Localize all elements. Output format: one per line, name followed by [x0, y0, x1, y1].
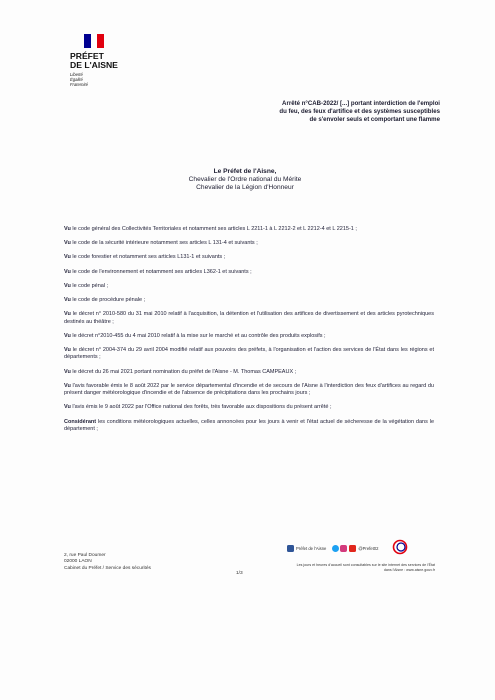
- arrete-title-line2: du feu, des feux d'artifice et des systèmes susceptibles: [279, 108, 440, 116]
- state-emblem-icon: [392, 539, 408, 555]
- paragraph-text: le code de procédure pénale ;: [70, 297, 146, 304]
- paragraph-text: le décret n°2010-455 du 4 mai 2010 relatif à la mise sur le marché et au contrôle des produits explosifs ;: [70, 332, 326, 339]
- paragraph-text: le code pénal ;: [70, 282, 109, 289]
- body-paragraph: [64, 283, 434, 290]
- paragraph-lead: Vu: [64, 347, 71, 354]
- facebook-icon[interactable]: [287, 545, 294, 552]
- logo-title: [70, 52, 118, 70]
- twitter-handle[interactable]: @Prefet02: [358, 546, 379, 551]
- paragraph-text: le décret n° 2010-580 du 31 mai 2010 relatif à l'acquisition, la détention et l'utilisation des artifices de divertissement et des articles pyrotechniques destinés au théâtre ;: [64, 311, 434, 325]
- paragraph-lead: Considérant: [64, 418, 97, 425]
- address-street: 2, rue Paul Doumer: [64, 553, 106, 558]
- body-paragraph: [64, 311, 434, 326]
- paragraph-lead: Vu: [64, 368, 71, 375]
- paragraph-text: l'avis émis le 9 août 2022 par l'Office national des forêts, très favorable aux dispositions du présent arrêté ;: [70, 404, 332, 411]
- arrete-title: [200, 100, 440, 125]
- paragraph-text: le décret du 26 mai 2021 portant nomination du préfet de l'Aisne - M. Thomas CAMPEAUX ;: [70, 368, 297, 375]
- paragraph-text: le décret n° 2004-374 du 29 avril 2004 modifié relatif aux pouvoirs des préfets, à l'organisation et l'action des services de l'État dans les régions et départements ;: [64, 347, 434, 361]
- paragraph-text: le code de la sécurité intérieure notamment ses articles L 131-4 et suivants ;: [70, 240, 258, 247]
- paragraph-text: l'avis favorable émis le 8 août 2022 par le service départemental d'incendie et de secours de l'Aisne à l'interdiction des feux d'artifices au regard du présent danger météorologique d'incendie et de l'absence de précipitations dans les prochains jours ;: [64, 382, 434, 397]
- page-number: 1/3: [236, 571, 243, 576]
- paragraph-lead: Vu: [64, 404, 71, 411]
- body-paragraph: [64, 369, 434, 376]
- motto-liberte: Liberté: [70, 72, 83, 77]
- social-links: [287, 545, 378, 552]
- body-paragraph: [64, 254, 434, 261]
- footer-hours-note: Les jours et heures d'accueil sont consultables sur le site internet des services de l'État dans l'Aisne : www.aisne.gouv.fr: [296, 563, 435, 572]
- paragraph-lead: Vu: [64, 332, 71, 339]
- body-paragraph: [64, 297, 434, 304]
- paragraph-lead: Vu: [64, 268, 71, 275]
- paragraph-lead: Vu: [64, 226, 71, 232]
- address-service: Cabinet du Préfet / Service des sécurités: [64, 565, 151, 571]
- body-paragraph: [64, 404, 434, 411]
- motto-fraternite: Fraternité: [70, 82, 88, 87]
- footer-address: [64, 553, 151, 572]
- prefet-title-merite: Chevalier de l'Ordre national du Mérite: [188, 176, 302, 183]
- body-paragraph: [64, 269, 434, 276]
- body-paragraph: [64, 383, 434, 398]
- flag-white-band: [91, 34, 98, 48]
- flag-red-band: [97, 34, 104, 48]
- paragraph-lead: Vu: [64, 240, 71, 247]
- facebook-label[interactable]: Préfet de l'Aisne: [296, 546, 327, 551]
- paragraph-lead: Vu: [64, 311, 71, 318]
- arrete-title-line1: Arrêté n°CAB-2022/ [...] portant interdiction de l'emploi: [282, 100, 440, 107]
- motto-egalite: Égalité: [70, 77, 83, 82]
- body-paragraph: [64, 226, 434, 233]
- logo-motto: [70, 72, 118, 87]
- body-paragraph: [64, 347, 434, 362]
- body-paragraph: [64, 419, 434, 434]
- paragraph-lead: Vu: [64, 297, 71, 304]
- paragraph-text: les conditions météorologiques actuelles, celles annoncées pour les jours à venir et l'état actuel de sécheresse de la végétation dans le département ;: [64, 418, 434, 433]
- prefet-block: [120, 168, 370, 192]
- body-paragraph: [64, 240, 434, 247]
- french-flag-icon: [84, 34, 104, 48]
- prefecture-logo: [70, 34, 118, 87]
- paragraph-lead: Vu: [64, 254, 71, 261]
- prefet-name: Le Préfet de l'Aisne,: [213, 168, 277, 175]
- paragraph-lead: Vu: [64, 282, 71, 289]
- arrete-title-line3: de s'envoler seuls et comportant une flamme: [309, 116, 440, 124]
- youtube-icon[interactable]: [349, 545, 356, 552]
- logo-title-line1: PRÉFET: [70, 51, 104, 61]
- address-city: 02000 LAON: [64, 559, 92, 565]
- paragraph-text: le code forestier et notamment ses articles L131-1 et suivants ;: [70, 254, 226, 261]
- body-paragraph: [64, 333, 434, 340]
- paragraph-text: le code général des Collectivités Territoriales et notamment ses articles L 2211-1 à L 2212-2 et L 2212-4 et L 2215-1 ;: [70, 226, 357, 232]
- instagram-icon[interactable]: [340, 545, 347, 552]
- document-body: [64, 226, 434, 440]
- logo-title-line2: DE L'AISNE: [70, 60, 118, 70]
- prefet-title-legion: Chevalier de la Légion d'Honneur: [196, 184, 294, 191]
- flag-blue-band: [84, 34, 91, 48]
- paragraph-lead: Vu: [64, 382, 71, 389]
- paragraph-text: le code de l'environnement et notamment ses articles L362-1 et suivants ;: [70, 268, 252, 275]
- twitter-icon[interactable]: [332, 545, 339, 552]
